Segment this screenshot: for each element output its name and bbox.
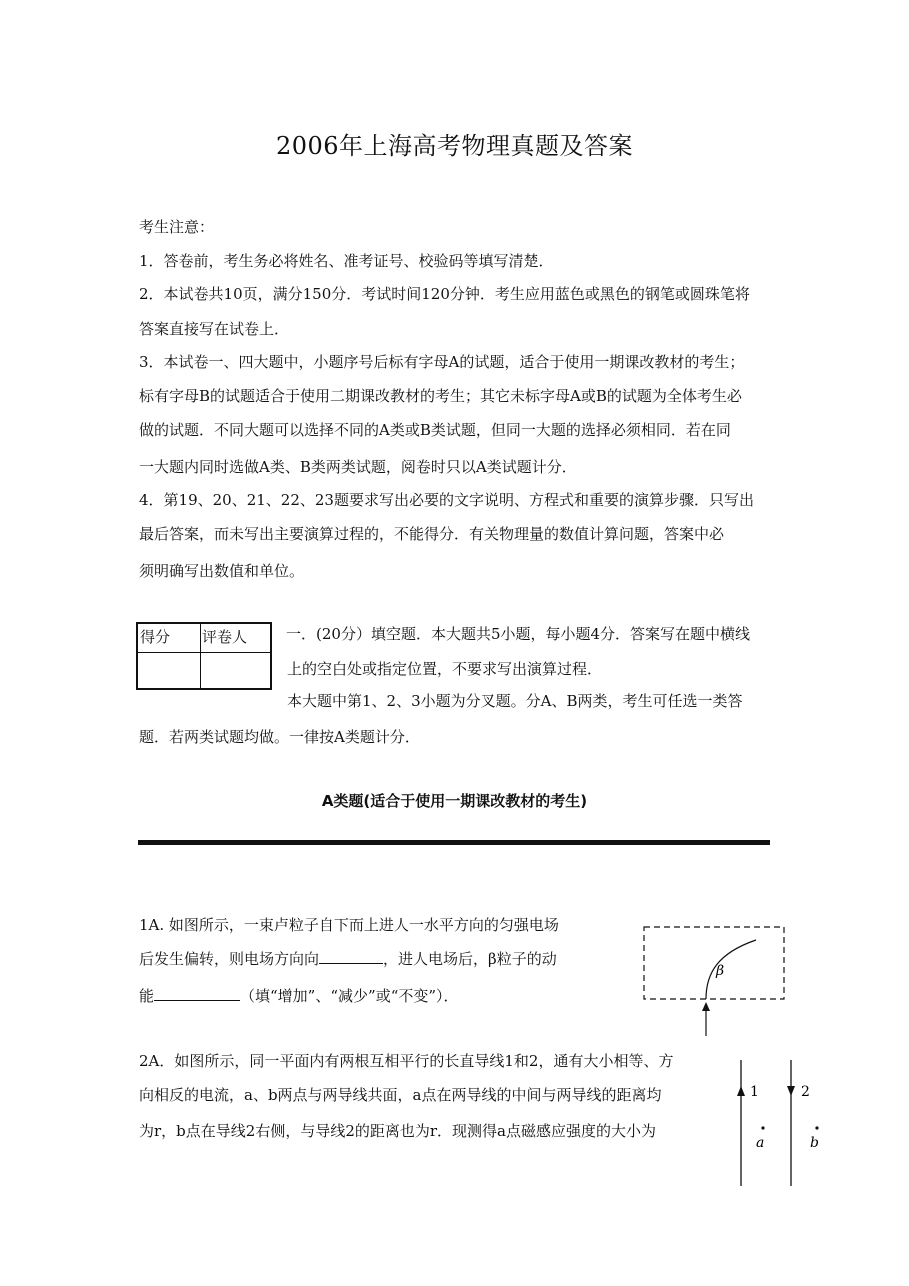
beta-label: β [716, 963, 725, 979]
page-title: 2006年上海高考物理真题及答案 [275, 132, 634, 160]
particle-path [706, 940, 756, 999]
q2a-line: 向相反的电流，a、b两点与两导线共面，a点在两导线的中间与两导线的距离均 [139, 1086, 662, 1104]
wire-2-label: 2 [801, 1084, 810, 1100]
notice-line: 答案直接写在试卷上． [139, 320, 290, 338]
notice-line: 最后答案，而未写出主要演算过程的，不能得分．有关物理量的数值计算问题，答案中必 [139, 525, 725, 543]
notice-line: 4．第19、20、21、22、23题要求写出必要的文字说明、方程式和重要的演算步骤．只写出 [139, 491, 754, 509]
section-divider [138, 840, 770, 845]
section-intro-line: 题．若两类试题均做。一律按A类题计分． [139, 728, 420, 746]
point-b-dot [815, 1126, 818, 1129]
section-intro-line: 本大题中第1、2、3小题为分叉题。分A、B两类，考生可任选一类答 [287, 692, 743, 710]
answer-blank[interactable] [154, 986, 240, 1001]
arrow-up-icon [702, 1002, 710, 1011]
q2a-line: 为r，b点在导线2右侧，与导线2的距离也为r．现测得a点磁感应强度的大小为 [139, 1122, 656, 1140]
section-intro-line: 一．(20分）填空题．本大题共5小题，每小题4分．答案写在题中横线 [286, 625, 751, 643]
subheading-a: A类题(适合于使用一期课改教材的考生) [321, 792, 588, 810]
answer-blank[interactable] [319, 949, 383, 964]
beta-particle-figure [636, 918, 796, 1043]
notice-line: 须明确写出数值和单位。 [139, 562, 305, 580]
notice-line: 1．答卷前，考生务必将姓名、准考证号、校验码等填写清楚． [139, 252, 554, 270]
q1a-line: 1A. 如图所示，一束卢粒子自下而上进人一水平方向的匀强电场 [139, 916, 559, 934]
score-label: 得分 [140, 628, 171, 646]
notice-line: 一大题内同时选做A类、B类两类试题，阅卷时只以A类试题计分． [139, 458, 577, 476]
parallel-wires-figure [725, 1058, 835, 1188]
point-a-label: a [756, 1135, 765, 1151]
field-region [644, 927, 784, 999]
notice-line: 标有字母B的试题适合于使用二期课改教材的考生；其它未标字母A或B的试题为全体考生必 [139, 387, 742, 405]
notice-line: 做的试题．不同大题可以选择不同的A类或B类试题，但同一大题的选择必须相同．若在同 [139, 421, 731, 439]
wire-1-label: 1 [750, 1084, 759, 1100]
arrow-down-icon [787, 1086, 795, 1096]
point-b-label: b [810, 1135, 819, 1151]
notice-line: 2．本试卷共10页，满分150分．考试时间120分钟．考生应用蓝色或黑色的钢笔或圆珠笔将 [139, 285, 750, 303]
arrow-up-icon [737, 1086, 745, 1096]
q2a-line: 2A．如图所示，同一平面内有两根互相平行的长直导线1和2，通有大小相等、方 [139, 1052, 674, 1070]
notice-heading: 考生注意： [139, 218, 215, 236]
q1a-line: 后发生偏转，则电场方向向 ，进人电场后，β粒子的动 [139, 950, 557, 968]
notice-line: 3．本试卷一、四大题中，小题序号后标有字母A的试题，适合于使用一期课改教材的考生； [139, 353, 745, 371]
grader-label: 评卷人 [202, 628, 248, 646]
section-intro-line: 上的空白处或指定位置，不要求写出演算过程． [287, 660, 603, 678]
point-a-dot [761, 1126, 764, 1129]
q1a-line: 能 （填“增加”、“减少”或“不变”）． [139, 987, 459, 1005]
score-table [136, 622, 272, 690]
